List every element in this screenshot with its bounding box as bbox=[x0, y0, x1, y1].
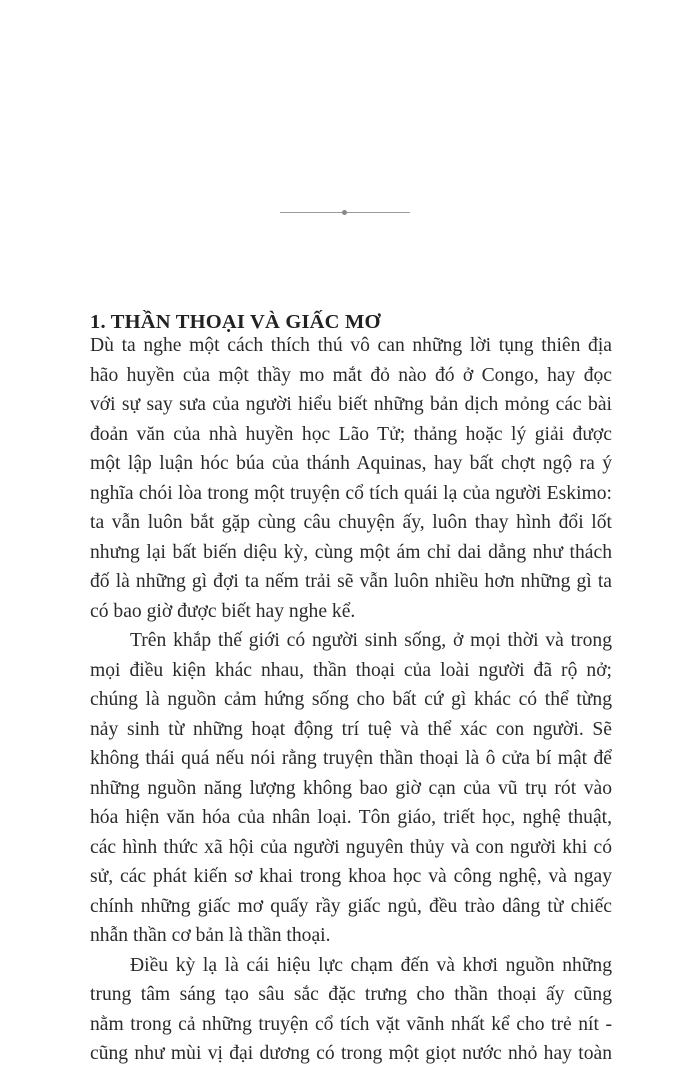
section-ornament-divider bbox=[280, 211, 410, 214]
text-line: chính những giấc mơ quấy rầy giấc ngủ, đều trào dâng từ chiếc bbox=[90, 895, 612, 917]
text-line: Dù ta nghe một cách thích thú vô can những lời tụng thiên địa bbox=[90, 335, 612, 356]
text-line: mọi điều kiện khác nhau, thần thoại của loài người đã rộ nở; bbox=[90, 659, 612, 681]
text-line: nằm trong cả những truyện cổ tích vặt vãnh nhất kể cho trẻ nít - bbox=[90, 1013, 612, 1035]
text-line: không thái quá nếu nói rằng truyện thần thoại là ô cửa bí mật để bbox=[90, 748, 612, 769]
text-line: có bao giờ được biết hay nghe kể. bbox=[90, 600, 356, 622]
body-text bbox=[90, 331, 612, 1069]
text-line: đố là những gì đợi ta nếm trải sẽ vẫn luôn nhiều hơn những gì ta bbox=[90, 571, 612, 592]
text-line: Trên khắp thế giới có người sinh sống, ở mọi thời và trong bbox=[130, 630, 612, 651]
text-line: nghĩa chói lòa trong một truyện cổ tích quái lạ của người Eskimo: bbox=[90, 482, 612, 504]
text-line: những nguồn năng lượng không bao giờ cạn của vũ trụ rót vào bbox=[90, 777, 612, 799]
text-line: hóa hiện văn hóa của nhân loại. Tôn giáo, triết học, nghệ thuật, bbox=[90, 807, 612, 828]
text-line: nhẫn thần cơ bản là thần thoại. bbox=[90, 925, 331, 946]
text-line: đoản văn của nhà huyền học Lão Tử; thảng hoặc lý giải được bbox=[90, 423, 612, 445]
divider-dot-icon bbox=[342, 210, 347, 215]
text-line: ta vẫn luôn bắt gặp cùng câu chuyện ấy, luôn thay hình đổi lốt bbox=[90, 512, 612, 533]
text-line: nảy sinh từ những hoạt động trí tuệ và thể xác con người. Sẽ bbox=[90, 718, 612, 740]
text-line: Điều kỳ lạ là cái hiệu lực chạm đến và khơi nguồn những bbox=[130, 954, 612, 976]
text-line: nhưng lại bất biến diệu kỳ, cùng một ám chỉ dai dẳng như thách bbox=[90, 541, 612, 563]
text-line: một lập luận hóc búa của thánh Aquinas, hay bất chợt ngộ ra ý bbox=[90, 453, 612, 474]
paragraph bbox=[90, 331, 612, 626]
paragraph bbox=[90, 626, 612, 951]
text-line: hão huyền của một thầy mo mắt đỏ nào đó ở Congo, hay đọc bbox=[90, 364, 612, 386]
paragraph bbox=[90, 951, 612, 1069]
text-line: với sự say sưa của người hiểu biết những bản dịch mỏng các bài bbox=[90, 394, 612, 415]
text-line: sử, các phát kiến sơ khai trong khoa học và công nghệ, và ngay bbox=[90, 866, 612, 887]
text-line: các hình thức xã hội của người nguyên thủy và con người khi có bbox=[90, 836, 612, 858]
text-line: cũng như mùi vị đại dương có trong một giọt nước nhỏ hay toàn bbox=[90, 1043, 612, 1064]
chapter-heading: 1. THẦN THOẠI VÀ GIẤC MƠ bbox=[90, 311, 381, 333]
text-line: chúng là nguồn cảm hứng sống cho bất cứ gì khác có thể từng bbox=[90, 689, 612, 710]
text-line: trung tâm sáng tạo sâu sắc đặc trưng cho thần thoại ấy cũng bbox=[90, 984, 612, 1005]
